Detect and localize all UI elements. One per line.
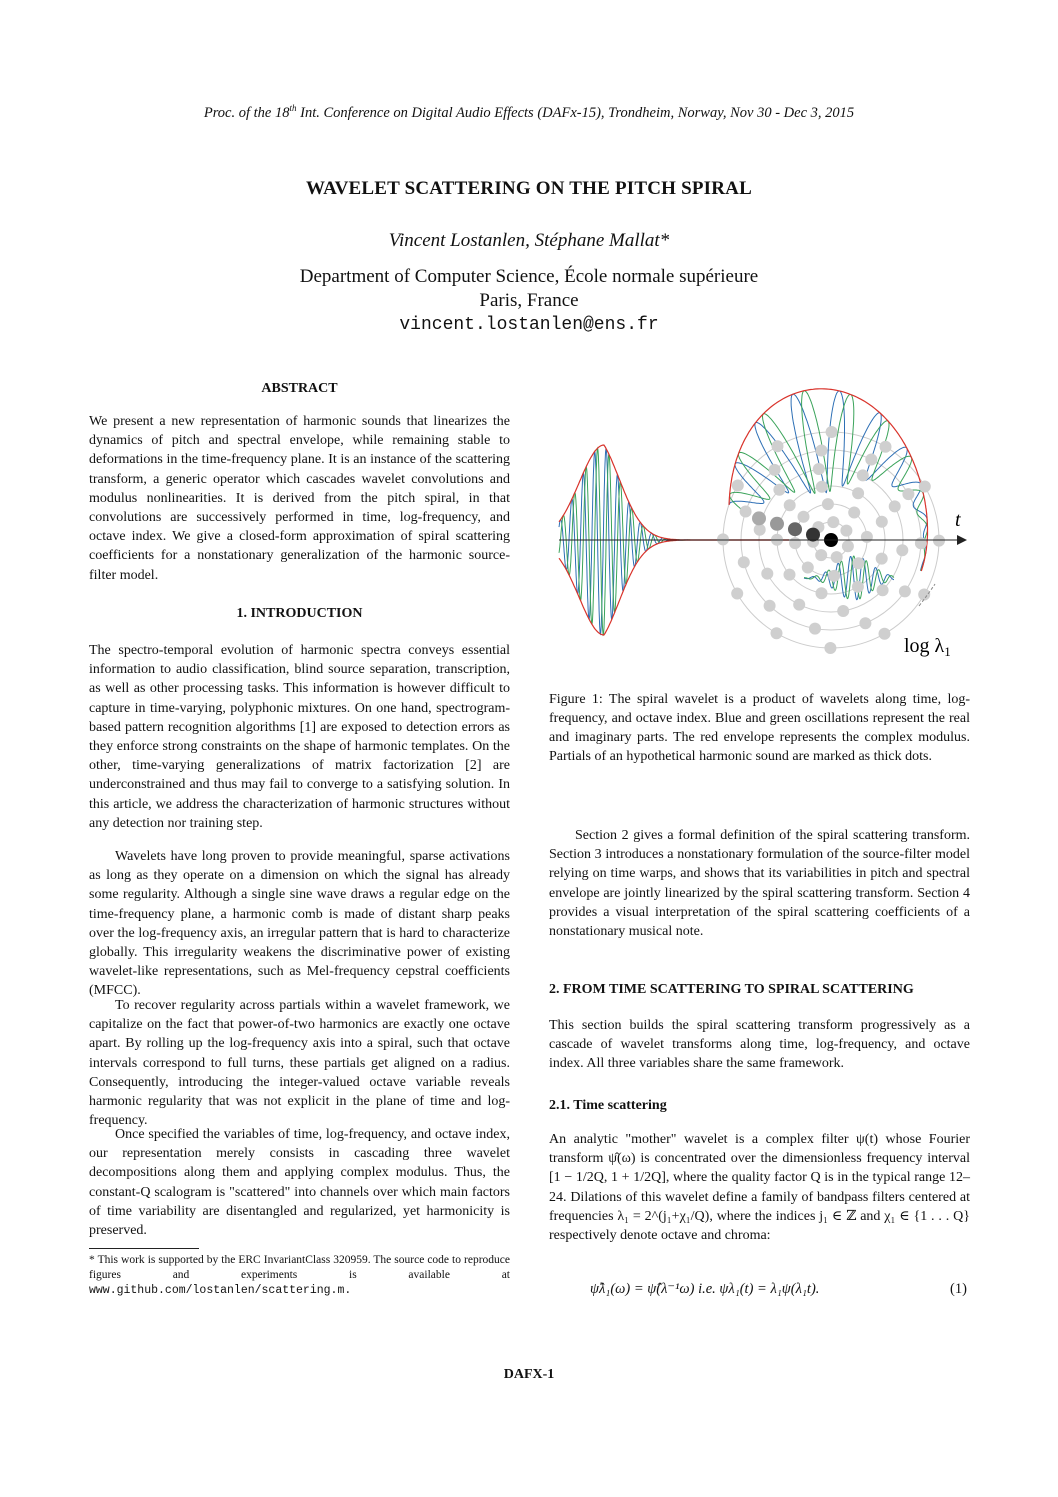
partial-dot [918, 589, 930, 601]
partial-dot [802, 562, 814, 574]
paper-title: WAVELET SCATTERING ON THE PITCH SPIRAL [306, 178, 752, 199]
time-axis-arrowhead [957, 535, 967, 545]
partial-dot [761, 568, 773, 580]
section-2-paragraph: This section builds the spiral scattering transform progressively as a cascade of wavelet transforms along time, log-frequency, and octave index. All three variables share the same framework. [549, 1018, 970, 1072]
partial-dot [933, 535, 945, 547]
partial-dot [754, 524, 766, 536]
partial-dot [771, 627, 783, 639]
partial-dot [738, 556, 750, 568]
harmonic-dot [788, 522, 802, 536]
time-axis-label: t [955, 509, 961, 531]
partial-dot [876, 516, 888, 528]
figure-1 [549, 388, 974, 668]
conference-header [0, 103, 1058, 122]
partial-dot [879, 628, 891, 640]
intro-paragraph-3: To recover regularity across partials within a wavelet framework, we capitalize on the fact that power-of-two harmonics are exactly one octave apart. By rolling up the log-frequency axis into a spiral, such that octave intervals correspond to full turns, these partials get aligned on a radius. Consequently, introducing the integer-valued octave variable reveals harmonic regularity that was not explicit in the plane of time and log-frequency. [89, 998, 510, 1129]
partial-dot [857, 469, 869, 481]
partial-dot [773, 484, 785, 496]
partial-dot [816, 481, 828, 493]
partial-dot [789, 537, 801, 549]
partial-dot [865, 454, 877, 466]
partial-dot [717, 533, 729, 545]
partial-dot [919, 481, 931, 493]
intro-paragraph-1: The spectro-temporal evolution of harmonic spectra conveys essential information to audio classification, blind source separation, transcription, as well as other processing tasks. This information is however difficult to capture in time-varying, polyphonic mixtures. On one hand, spectrogram-based pattern recognition algorithms [1] are exposed to detection errors as they enforce strong constraints on the shape of harmonic templates. On the other, time-varying generalizations of matrix factorization [2] are underconstrained and thus may fail to converge to a satisfying solution. In this article, we address the characterization of harmonic structures without any detection nor training step. [89, 643, 510, 831]
partial-dot [852, 581, 864, 593]
partial-dot [859, 617, 871, 629]
figure-1-caption: Figure 1: The spiral wavelet is a product of wavelets along time, log-frequency, and octave index. Blue and green oscillations represent the real and imaginary parts. The red envelope represents the complex modulus. Partials of an hypothetical harmonic sound are marked as thick dots. [549, 692, 970, 764]
subsection-2-1-heading: 2.1. Time scattering [549, 1098, 667, 1113]
subsection-2-1-paragraph: An analytic "mother" wavelet is a complex filter ψ(t) whose Fourier transform ψ̂(ω) is concentrated over the dimensionless frequency interval [1 − 1/2Q, 1 + 1/2Q], where the quality factor Q is in the typical range 12–24. Dilations of this wavelet define a family of bandpass filters centered at frequencies λ₁ = 2^(j₁+χ₁/Q), where the indices j₁ ∈ ℤ and χ₁ ∈ {1 . . . Q} respectively denote octave and chroma: [549, 1132, 970, 1244]
equation-1-number: (1) [950, 1281, 967, 1297]
partial-dot [824, 642, 836, 654]
partial-dot [861, 531, 873, 543]
partial-dot [769, 464, 781, 476]
conference-header-sup: th [289, 103, 297, 113]
partial-dot [815, 445, 827, 457]
conference-header-part1: Proc. of the 18 [203, 104, 290, 121]
partial-dot [842, 540, 854, 552]
affiliation-city: Paris, France [479, 290, 579, 311]
affiliation-department: Department of Computer Science, École normale supérieure [299, 266, 759, 287]
harmonic-dot [770, 517, 784, 531]
spiral-wavelet-figure [549, 388, 974, 668]
intro-paragraph-4: Once specified the variables of time, log-frequency, and octave index, our representation merely consists in cascading three wavelet decompositions along them and applying complex modulus. Thus, the constant-Q scalogram is "scattered" into channels over which main factors of time variability are disentangled and regularized, yet harmonicity is preserved. [89, 1127, 510, 1239]
intro-paragraph-2: Wavelets have long proven to provide meaningful, sparse activations as long as they operate on a dimension on which the signal has already some regularity. Although a single sine wave draws a regular edge on the time-frequency plane, a harmonic comb is made of distant sharp peaks over the log-frequency axis, an irregular pattern that is hard to characterize globally. This irregularity weakens the discriminative power of existing wavelet-like representations, such as Mel-frequency cepstral coefficients (MFCC). [89, 849, 510, 999]
abstract-text: We present a new representation of harmonic sounds that linearizes the dynamics of pitch and spectral envelope, while remaining stable to deformations in the time-frequency plane. It is an instance of the scattering transform, a generic operator which cascades wavelet convolutions and modulus nonlinearities. It is derived from the pitch spiral, in that convolutions are successively performed in time, log-frequency, and octave index. We give a closed-form approximation of spiral scattering coefficients for a nonstationary generalization of the harmonic source-filter model. [89, 414, 510, 583]
partial-dot [853, 557, 865, 569]
partial-dot [732, 480, 744, 492]
paper-authors: Vincent Lostanlen, Stéphane Mallat* [388, 230, 670, 251]
partial-dot [740, 506, 752, 518]
partial-dot [828, 570, 840, 582]
partial-dot [876, 553, 888, 565]
partial-dot [826, 426, 838, 438]
partial-dot [784, 569, 796, 581]
partial-dot [899, 585, 911, 597]
page-number: DAFX-1 [503, 1367, 555, 1382]
partial-dot [896, 544, 908, 556]
partial-dot [915, 537, 927, 549]
partial-dot [902, 488, 914, 500]
right-intro-paragraph: Section 2 gives a formal definition of the spiral scattering transform. Section 3 introduces a nonstationary formulation of the source-filter model relying on time warps, and shows that its variabilities in pitch and spectral envelope are jointly linearized by the spiral scattering transform. Section 4 provides a visual interpretation of the spiral scattering coefficients of a nonstationary musical note. [549, 828, 970, 940]
partial-dot [815, 549, 827, 561]
author-email: vincent.lostanlen@ens.fr [399, 315, 659, 335]
partial-dot [793, 599, 805, 611]
harmonic-dot [752, 511, 766, 525]
partial-dot [880, 441, 892, 453]
equation-1: ψ̂λ₁(ω) = ψ̂(λ⁻¹ω) i.e. ψλ₁(t) = λ₁ψ(λ₁t). [590, 1281, 820, 1297]
partial-dot [822, 498, 834, 510]
partial-dot [827, 516, 839, 528]
partial-dot [798, 511, 810, 523]
section-2-heading: 2. FROM TIME SCATTERING TO SPIRAL SCATTERING [549, 982, 914, 997]
partial-dot [831, 551, 843, 563]
partial-dot [852, 487, 864, 499]
partial-dot [813, 463, 825, 475]
log-frequency-label: $\log \lambda_1$ [904, 635, 951, 659]
footnote [89, 1253, 510, 1298]
partial-dot [848, 507, 860, 519]
abstract-heading: ABSTRACT [261, 381, 338, 396]
partial-dot [877, 584, 889, 596]
partial-dot [837, 605, 849, 617]
conference-header-part2: Int. Conference on Digital Audio Effects (DAFx-15), Trondheim, Norway, Nov 30 - Dec 3, 2015 [296, 104, 855, 121]
partial-dot [840, 525, 852, 537]
partial-dot [772, 440, 784, 452]
affiliation-block [0, 265, 1058, 337]
footnote-url: www.github.com/lostanlen/scattering.m. [89, 1283, 352, 1297]
partial-dot [809, 623, 821, 635]
partial-dot [889, 500, 901, 512]
partial-dot [816, 587, 828, 599]
footnote-rule [89, 1248, 199, 1249]
partial-dot [784, 499, 796, 511]
partial-dot [731, 588, 743, 600]
partial-dot [764, 600, 776, 612]
footnote-text: * This work is supported by the ERC InvariantClass 320959. The source code to reproduce figures and experiments is available at [89, 1254, 510, 1281]
intro-heading: 1. INTRODUCTION [236, 606, 363, 621]
